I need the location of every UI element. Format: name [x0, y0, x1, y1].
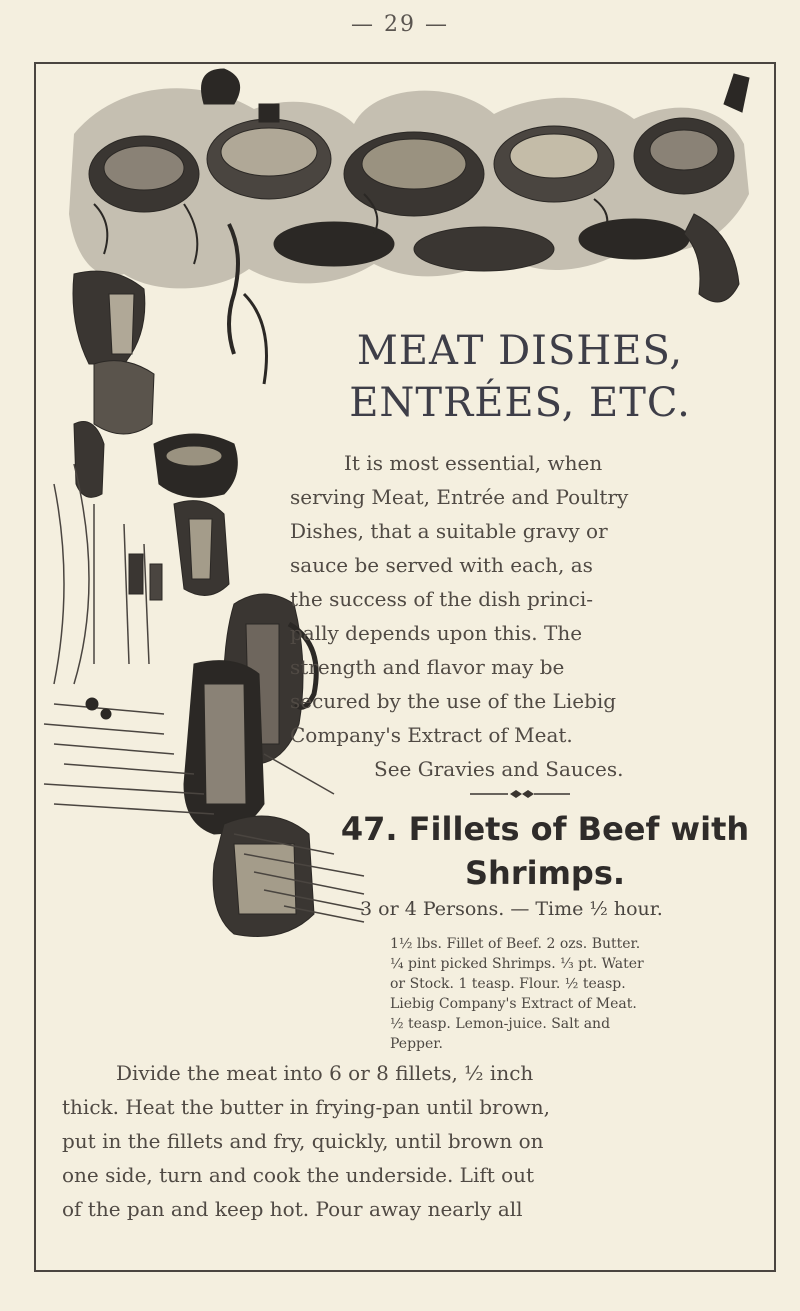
ingredients-list [390, 934, 760, 1054]
intro-line: strength and flavor may be [290, 655, 565, 679]
ingredient-line: ¼ pint picked Shrimps. ⅓ pt. Water [390, 956, 644, 972]
intro-line: the success of the dish princi- [290, 587, 593, 611]
ingredient-line: Pepper. [390, 1036, 443, 1052]
intro-paragraph [290, 446, 750, 786]
section-title-line1: MEAT DISHES, [356, 328, 684, 374]
intro-line: secured by the use of the Liebig [290, 689, 617, 713]
method-line: put in the fillets and fry, quickly, until brown on [62, 1129, 544, 1153]
recipe-title-line1: 47. Fillets of Beef with [340, 810, 750, 848]
page-number: — 29 — [351, 12, 449, 37]
ingredient-line: Liebig Company's Extract of Meat. [390, 996, 637, 1012]
method-line: thick. Heat the butter in frying-pan until brown, [62, 1095, 550, 1119]
method-line: of the pan and keep hot. Pour away nearly all [62, 1197, 523, 1221]
method-line: one side, turn and cook the underside. Lift out [62, 1163, 535, 1187]
method-line: Divide the meat into 6 or 8 fillets, ½ inch [116, 1061, 534, 1085]
ingredient-line: or Stock. 1 teasp. Flour. ½ teasp. [390, 976, 626, 992]
divider-ornament-icon [470, 788, 570, 800]
intro-line: pally depends upon this. The [290, 621, 583, 645]
intro-line: serving Meat, Entrée and Poultry [290, 485, 629, 509]
ingredient-line: 1½ lbs. Fillet of Beef. 2 ozs. Butter. [390, 936, 641, 952]
method-paragraph [62, 1056, 762, 1226]
recipe-title-line2: Shrimps. [464, 854, 626, 892]
intro-line: See Gravies and Sauces. [374, 757, 624, 781]
recipe-servings: 3 or 4 Persons. — Time ½ hour. [360, 898, 663, 920]
section-title-line2: ENTRÉES, ETC. [349, 380, 691, 426]
intro-line: Dishes, that a suitable gravy or [290, 519, 608, 543]
intro-line: sauce be served with each, as [290, 553, 593, 577]
ingredient-line: ½ teasp. Lemon-juice. Salt and [390, 1016, 611, 1032]
intro-line: Company's Extract of Meat. [290, 723, 573, 747]
intro-line: It is most essential, when [344, 451, 603, 475]
